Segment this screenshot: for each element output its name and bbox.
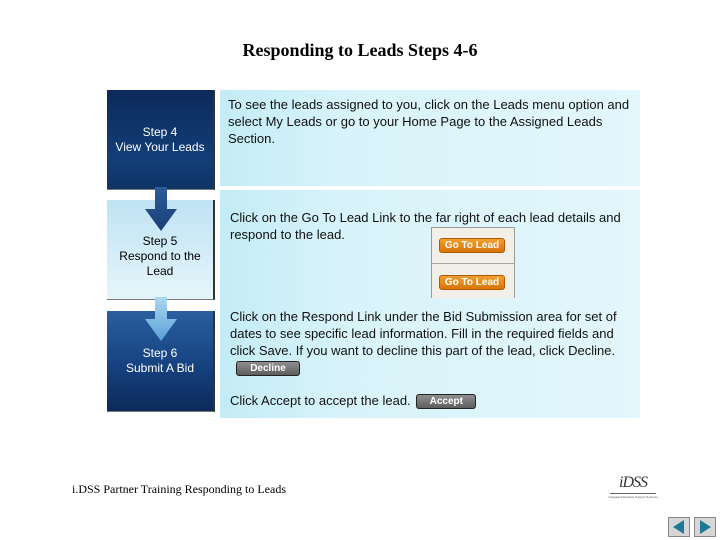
go-to-lead-example (431, 227, 515, 299)
triangle-left-icon (669, 518, 689, 536)
step-4-title: View Your Leads (115, 139, 205, 154)
logo-tagline: Integrated Decision Support Systems (608, 495, 658, 499)
decline-button[interactable]: Decline (236, 361, 300, 376)
step-5-number: Step 5 (142, 234, 178, 248)
step-6-text: Click on the Respond Link under the Bid Submission area for set of dates to see specific lead information. Fill in the required fields and click Save. If you want to decline this part of the lead, click Decline. (230, 309, 617, 358)
accept-button[interactable]: Accept (416, 394, 476, 409)
page-title: Responding to Leads Steps 4-6 (242, 40, 478, 60)
previous-slide-button[interactable] (668, 517, 690, 537)
idss-logo (608, 474, 658, 508)
next-slide-button[interactable] (694, 517, 716, 537)
accept-text: Click Accept to accept the lead. (230, 393, 411, 409)
footer-text: i.DSS Partner Training Responding to Leads (72, 482, 287, 496)
arrow-down-icon (145, 297, 177, 341)
step-5-title-line-2: Lead (146, 264, 174, 278)
divider (432, 263, 514, 264)
go-to-lead-button[interactable]: Go To Lead (439, 275, 505, 290)
arrow-down-icon (145, 187, 177, 231)
step-6-title: Submit A Bid (125, 361, 195, 375)
logo-rule (610, 493, 656, 494)
step-5-instructions (220, 190, 640, 298)
triangle-right-icon (695, 518, 715, 536)
step-4-text: To see the leads assigned to you, click on the Leads menu option and select My Leads or go to your Home Page to the Assigned Leads Section. (228, 97, 630, 146)
logo-text: iDSS (619, 474, 647, 491)
go-to-lead-button[interactable]: Go To Lead (439, 238, 505, 253)
step-4-number: Step 4 (142, 124, 178, 139)
step-6-instructions (220, 298, 640, 418)
step-5-title-line-1: Respond to the (119, 249, 201, 263)
step-5-text: Click on the Go To Lead Link to the far right of each lead details and respond to the lead. (230, 210, 621, 242)
step-4-instructions (220, 90, 640, 186)
step-6-number: Step 6 (142, 346, 178, 360)
step-4-box (107, 90, 215, 190)
